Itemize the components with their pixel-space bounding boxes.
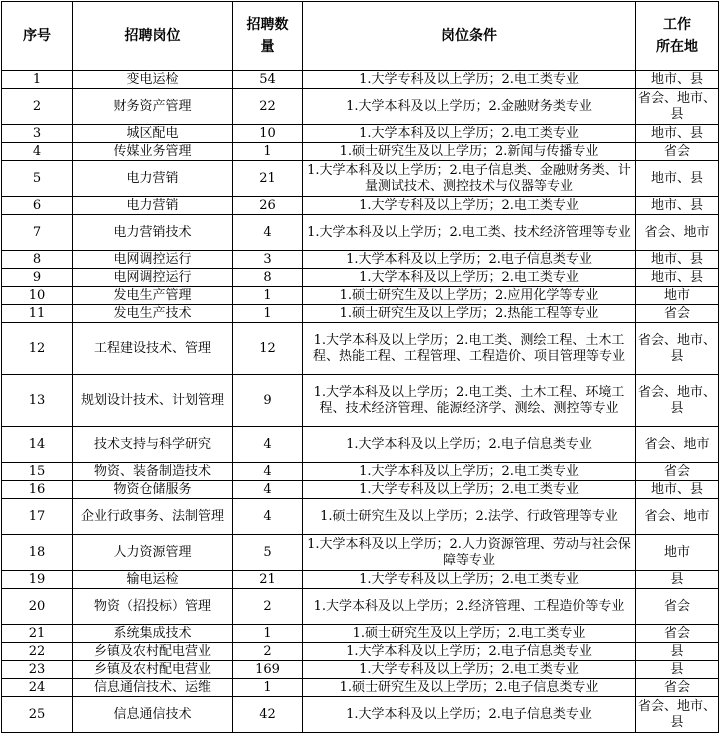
table-row xyxy=(2,305,719,323)
cell-location: 地市、县 xyxy=(636,125,719,143)
header-location-line1: 工作 xyxy=(663,17,691,33)
table-row xyxy=(2,463,719,481)
cell-location: 省会、地市 xyxy=(636,215,719,251)
cell-location: 省会 xyxy=(636,589,719,625)
header-count-line1: 招聘数 xyxy=(246,17,289,33)
cell-post: 电力营销 xyxy=(73,161,233,197)
cell-no: 11 xyxy=(2,305,73,323)
cell-no: 16 xyxy=(2,481,73,499)
cell-no: 22 xyxy=(2,643,73,661)
cell-conditions: 1.硕士研究生及以上学历；2.新闻与传播专业 xyxy=(303,143,636,161)
cell-count: 4 xyxy=(233,427,303,463)
header-conditions: 岗位条件 xyxy=(303,2,636,71)
cell-location: 地市 xyxy=(636,535,719,571)
recruitment-table xyxy=(1,1,719,733)
cell-count: 1 xyxy=(233,305,303,323)
table-row xyxy=(2,625,719,643)
cell-post: 电力营销 xyxy=(73,197,233,215)
cell-conditions: 1.硕士研究生及以上学历；2.应用化学等专业 xyxy=(303,287,636,305)
cell-post: 电力营销技术 xyxy=(73,215,233,251)
cell-conditions: 1.硕士研究生及以上学历；2.电子信息类专业 xyxy=(303,679,636,697)
cell-post: 人力资源管理 xyxy=(73,535,233,571)
cell-conditions: 1.硕士研究生及以上学历；2.热能工程等专业 xyxy=(303,305,636,323)
cell-location: 省会、地市、县 xyxy=(636,323,719,375)
cell-no: 19 xyxy=(2,571,73,589)
table-row xyxy=(2,661,719,679)
cell-location: 地市、县 xyxy=(636,269,719,287)
table-row xyxy=(2,71,719,89)
cell-post: 规划设计技术、计划管理 xyxy=(73,375,233,427)
cell-location: 省会 xyxy=(636,625,719,643)
cell-count: 42 xyxy=(233,697,303,733)
cell-location: 省会、地市、县 xyxy=(636,375,719,427)
cell-no: 20 xyxy=(2,589,73,625)
cell-conditions: 1.大学本科及以上学历；2.经济管理、工程造价等专业 xyxy=(303,589,636,625)
cell-count: 3 xyxy=(233,251,303,269)
header-count xyxy=(233,2,303,71)
cell-post: 发电生产管理 xyxy=(73,287,233,305)
cell-location: 地市、县 xyxy=(636,71,719,89)
cell-no: 15 xyxy=(2,463,73,481)
cell-no: 4 xyxy=(2,143,73,161)
cell-post: 技术支持与科学研究 xyxy=(73,427,233,463)
table-row xyxy=(2,269,719,287)
cell-conditions: 1.硕士研究生及以上学历；2.法学、行政管理等专业 xyxy=(303,499,636,535)
cell-post: 电网调控运行 xyxy=(73,251,233,269)
cell-count: 5 xyxy=(233,535,303,571)
table-row xyxy=(2,197,719,215)
cell-count: 1 xyxy=(233,143,303,161)
table-row xyxy=(2,89,719,125)
cell-location: 省会、地市、县 xyxy=(636,89,719,125)
cell-location: 省会、地市 xyxy=(636,427,719,463)
cell-conditions: 1.大学本科及以上学历；2.电工类、土木工程、环境工程、技术经济管理、能源经济学、测绘、测控等专业 xyxy=(303,375,636,427)
cell-no: 14 xyxy=(2,427,73,463)
cell-no: 7 xyxy=(2,215,73,251)
header-row xyxy=(2,2,719,71)
cell-no: 24 xyxy=(2,679,73,697)
cell-conditions: 1.大学本科及以上学历；2.电工类专业 xyxy=(303,125,636,143)
cell-no: 21 xyxy=(2,625,73,643)
table-row xyxy=(2,323,719,375)
cell-conditions: 1.大学专科及以上学历；2.电工类专业 xyxy=(303,661,636,679)
cell-no: 25 xyxy=(2,697,73,733)
table-row xyxy=(2,287,719,305)
cell-conditions: 1.大学专科及以上学历；2.电工类专业 xyxy=(303,481,636,499)
cell-post: 物资、装备制造技术 xyxy=(73,463,233,481)
table-row xyxy=(2,427,719,463)
cell-conditions: 1.大学本科及以上学历；2.电子信息类专业 xyxy=(303,643,636,661)
cell-location: 地市、县 xyxy=(636,481,719,499)
cell-location: 省会 xyxy=(636,463,719,481)
table-row xyxy=(2,571,719,589)
cell-post: 信息通信技术 xyxy=(73,697,233,733)
cell-count: 12 xyxy=(233,323,303,375)
cell-no: 13 xyxy=(2,375,73,427)
cell-count: 1 xyxy=(233,625,303,643)
cell-no: 12 xyxy=(2,323,73,375)
cell-location: 省会 xyxy=(636,143,719,161)
cell-location: 省会、地市、县 xyxy=(636,697,719,733)
table-row xyxy=(2,375,719,427)
cell-count: 26 xyxy=(233,197,303,215)
cell-count: 2 xyxy=(233,643,303,661)
cell-post: 电网调控运行 xyxy=(73,269,233,287)
table-row xyxy=(2,125,719,143)
cell-post: 输电运检 xyxy=(73,571,233,589)
table-row xyxy=(2,143,719,161)
cell-post: 财务资产管理 xyxy=(73,89,233,125)
cell-no: 1 xyxy=(2,71,73,89)
cell-post: 工程建设技术、管理 xyxy=(73,323,233,375)
header-location-line2: 所在地 xyxy=(656,39,698,55)
cell-location: 地市、县 xyxy=(636,161,719,197)
cell-post: 乡镇及农村配电营业 xyxy=(73,661,233,679)
cell-conditions: 1.大学专科及以上学历；2.电工类专业 xyxy=(303,197,636,215)
table-row xyxy=(2,251,719,269)
cell-conditions: 1.大学本科及以上学历；2.电子信息类专业 xyxy=(303,427,636,463)
cell-conditions: 1.大学本科及以上学历；2.电工类专业 xyxy=(303,463,636,481)
cell-count: 54 xyxy=(233,71,303,89)
cell-count: 1 xyxy=(233,679,303,697)
cell-post: 物资（招投标）管理 xyxy=(73,589,233,625)
table-row xyxy=(2,643,719,661)
cell-no: 2 xyxy=(2,89,73,125)
cell-location: 省会 xyxy=(636,305,719,323)
cell-post: 系统集成技术 xyxy=(73,625,233,643)
table-row xyxy=(2,161,719,197)
table-row xyxy=(2,481,719,499)
cell-post: 乡镇及农村配电营业 xyxy=(73,643,233,661)
cell-location: 省会、地市 xyxy=(636,499,719,535)
cell-no: 6 xyxy=(2,197,73,215)
cell-conditions: 1.大学专科及以上学历；2.电工类专业 xyxy=(303,71,636,89)
cell-conditions: 1.大学本科及以上学历；2.电子信息类专业 xyxy=(303,697,636,733)
cell-location: 县 xyxy=(636,571,719,589)
cell-no: 3 xyxy=(2,125,73,143)
cell-no: 17 xyxy=(2,499,73,535)
table-row xyxy=(2,499,719,535)
cell-count: 22 xyxy=(233,89,303,125)
cell-post: 企业行政事务、法制管理 xyxy=(73,499,233,535)
cell-conditions: 1.大学本科及以上学历；2.人力资源管理、劳动与社会保障等专业 xyxy=(303,535,636,571)
cell-no: 9 xyxy=(2,269,73,287)
table-row xyxy=(2,697,719,733)
cell-location: 省会 xyxy=(636,679,719,697)
cell-location: 县 xyxy=(636,661,719,679)
cell-no: 5 xyxy=(2,161,73,197)
cell-count: 21 xyxy=(233,161,303,197)
cell-post: 传媒业务管理 xyxy=(73,143,233,161)
cell-count: 4 xyxy=(233,215,303,251)
cell-no: 10 xyxy=(2,287,73,305)
cell-count: 4 xyxy=(233,481,303,499)
cell-count: 21 xyxy=(233,571,303,589)
table-row xyxy=(2,589,719,625)
cell-conditions: 1.大学本科及以上学历；2.电工类、测绘工程、土木工程、热能工程、工程管理、工程造价、项目管理等专业 xyxy=(303,323,636,375)
cell-count: 8 xyxy=(233,269,303,287)
table-row xyxy=(2,535,719,571)
header-location xyxy=(636,2,719,71)
cell-count: 10 xyxy=(233,125,303,143)
cell-conditions: 1.大学本科及以上学历；2.电子信息类专业 xyxy=(303,251,636,269)
cell-no: 23 xyxy=(2,661,73,679)
cell-location: 地市、县 xyxy=(636,197,719,215)
header-post: 招聘岗位 xyxy=(73,2,233,71)
cell-no: 8 xyxy=(2,251,73,269)
table-row xyxy=(2,215,719,251)
cell-count: 169 xyxy=(233,661,303,679)
cell-conditions: 1.大学本科及以上学历；2.电子信息类、金融财务类、计量测试技术、测控技术与仪器等专业 xyxy=(303,161,636,197)
cell-count: 9 xyxy=(233,375,303,427)
cell-location: 地市 xyxy=(636,287,719,305)
cell-conditions: 1.大学本科及以上学历；2.金融财务类专业 xyxy=(303,89,636,125)
cell-count: 2 xyxy=(233,589,303,625)
cell-count: 4 xyxy=(233,463,303,481)
header-no: 序号 xyxy=(2,2,73,71)
cell-conditions: 1.大学本科及以上学历；2.电工类专业 xyxy=(303,269,636,287)
cell-location: 地市、县 xyxy=(636,251,719,269)
cell-count: 4 xyxy=(233,499,303,535)
table-row xyxy=(2,679,719,697)
cell-post: 发电生产技术 xyxy=(73,305,233,323)
cell-count: 1 xyxy=(233,287,303,305)
cell-post: 变电运检 xyxy=(73,71,233,89)
cell-post: 信息通信技术、运维 xyxy=(73,679,233,697)
cell-conditions: 1.大学专科及以上学历；2.电工类专业 xyxy=(303,571,636,589)
table-body xyxy=(2,71,719,733)
cell-post: 物资仓储服务 xyxy=(73,481,233,499)
header-count-line2: 量 xyxy=(260,39,275,55)
cell-conditions: 1.大学本科及以上学历；2.电工类、技术经济管理等专业 xyxy=(303,215,636,251)
cell-conditions: 1.硕士研究生及以上学历；2.电工类专业 xyxy=(303,625,636,643)
cell-post: 城区配电 xyxy=(73,125,233,143)
cell-no: 18 xyxy=(2,535,73,571)
cell-location: 县 xyxy=(636,643,719,661)
